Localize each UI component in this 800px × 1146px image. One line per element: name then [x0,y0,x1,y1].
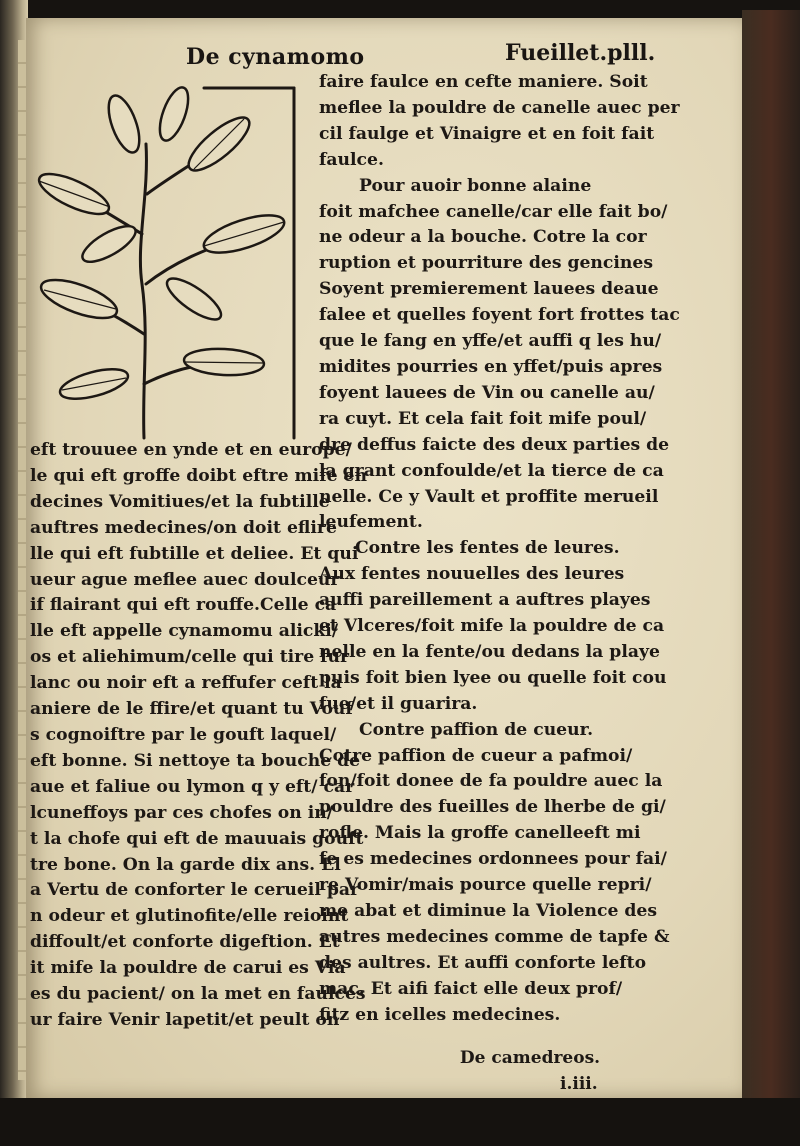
text-line: re Vomir/mais pource quelle repri/ [319,875,652,896]
text-line: eft bonne. Si nettoye ta bouche de [30,750,361,771]
text-line: leufement. [319,512,423,533]
section-heading: Pour auoir bonne alaine [359,175,592,196]
right-text-column [319,70,680,1029]
text-line: lle qui eft fubtille et deliee. Et qui [30,543,359,564]
text-line: foyent lauees de Vin ou canelle au/ [319,382,655,403]
text-line: mac. Et aifi faict elle deux prof/ [319,978,623,999]
text-line: ur faire Venir lapetit/et peult on [30,1009,340,1030]
background-shadow [0,1098,800,1146]
text-line: et Vlceres/foit mife la pouldre de ca [319,616,665,637]
text-line: t la chofe qui eft de mauuais gouft [30,828,364,849]
text-line: auffi pareillement a auftres playes [319,590,651,611]
folio-number: Fueillet.plll. [505,40,656,66]
left-text-column [30,438,367,1034]
text-line: fue/et il guarira. [319,693,478,714]
text-line: des aultres. Et auffi conforte lefto [319,952,647,973]
text-line: nelle. Ce y Vault et proffite merueil [319,486,659,507]
section-heading: Contre paffion de cueur. [359,719,594,740]
text-line: foit mafchee canelle/car elle fait bo/ [319,201,668,222]
text-line: cil faulge et Vinaigre et en foit fait [319,123,655,144]
text-line: puis foit bien lyee ou quelle foit cou [319,667,667,688]
text-line: n odeur et glutinofite/elle reioint [30,906,349,927]
running-head: De cynamomo [186,44,365,70]
text-line: a Vertu de conforter le cerueil par [30,880,360,901]
text-line: que le fang en yffe/et auffi q les hu/ [319,331,662,352]
text-line: meflee la pouldre de canelle auec per [319,97,680,118]
text-line: eft trouuee en ynde et en europe/ [30,440,352,460]
text-line: ra cuyt. Et cela fait foit mife poul/ [319,408,647,429]
text-line: if flairant qui eft rouffe.Celle ca [30,595,337,616]
text-line: autres medecines comme de tapfe & [319,926,670,947]
text-line: dre deffus faicte des deux parties de [319,434,670,455]
signature-mark: i.iii. [560,1074,598,1094]
text-line: lanc ou noir eft a reffufer ceft la [30,673,342,694]
text-line: faire faulce en cefte maniere. Soit [319,72,648,92]
text-line: lcuneffoys par ces chofes on in/ [30,802,334,823]
section-heading: Contre les fentes de leures. [355,538,620,559]
text-line: os et aliehimum/celle qui tire fur [30,647,350,668]
text-line: s cognoiftre par le gouft laquel/ [30,724,337,745]
text-line: Aux fentes nouuelles des leures [319,564,625,585]
text-line: es du pacient/ on la met en faulces [30,984,366,1005]
book-cover-edge [742,10,800,1120]
text-line: tre bone. On la garde dix ans. El [30,854,341,875]
text-line: rofle. Mais la groffe canelleeft mi [319,823,641,844]
text-line: fitz en icelles medecines. [319,1004,561,1025]
text-line: auftres medecines/on doit eflire [30,517,337,538]
text-line: falee et quelles foyent fort frottes tac [319,305,680,326]
text-line: me abat et diminue la Violence des [319,901,658,921]
text-line: it mife la pouldre de carui es Via [30,958,346,979]
text-line: aue et faliue ou lymon q y eft/ car [30,776,355,797]
text-line: nelle en la fente/ou dedans la playe [319,641,660,662]
text-line: faulce. [319,149,384,170]
text-line: le qui eft groffe doibt eftre mife en [30,465,367,486]
text-line: ruption et pourriture des gencines [319,253,654,274]
text-line: aniere de le ffire/et quant tu Vouf [30,699,353,720]
text-line: Soyent premierement lauees deaue [319,279,659,300]
text-line: la grant confoulde/et la tierce de ca [319,460,664,481]
next-section-heading: De camedreos. [459,1048,601,1068]
text-line: decines Vomitiues/et la fubtille [30,491,330,512]
plant-woodcut-icon [24,84,304,438]
text-line: ueur ague meflee auec doulceur [30,569,340,590]
text-line: Cotre paffion de cueur a pafmoi/ [319,745,633,766]
text-line: fon/foit donee de fa pouldre auec la [319,771,663,792]
text-line: midites pourries en yffet/puis apres [319,356,663,377]
text-line: fe es medecines ordonnees pour fai/ [319,849,667,870]
text-line: lle eft appelle cynamomu alicki/ [30,621,339,642]
text-line: ne odeur a la bouche. Cotre la cor [319,227,647,248]
text-line: pouldre des fueilles de lherbe de gi/ [319,797,666,818]
text-line: diffoult/et conforte digeftion. Et [30,932,340,953]
